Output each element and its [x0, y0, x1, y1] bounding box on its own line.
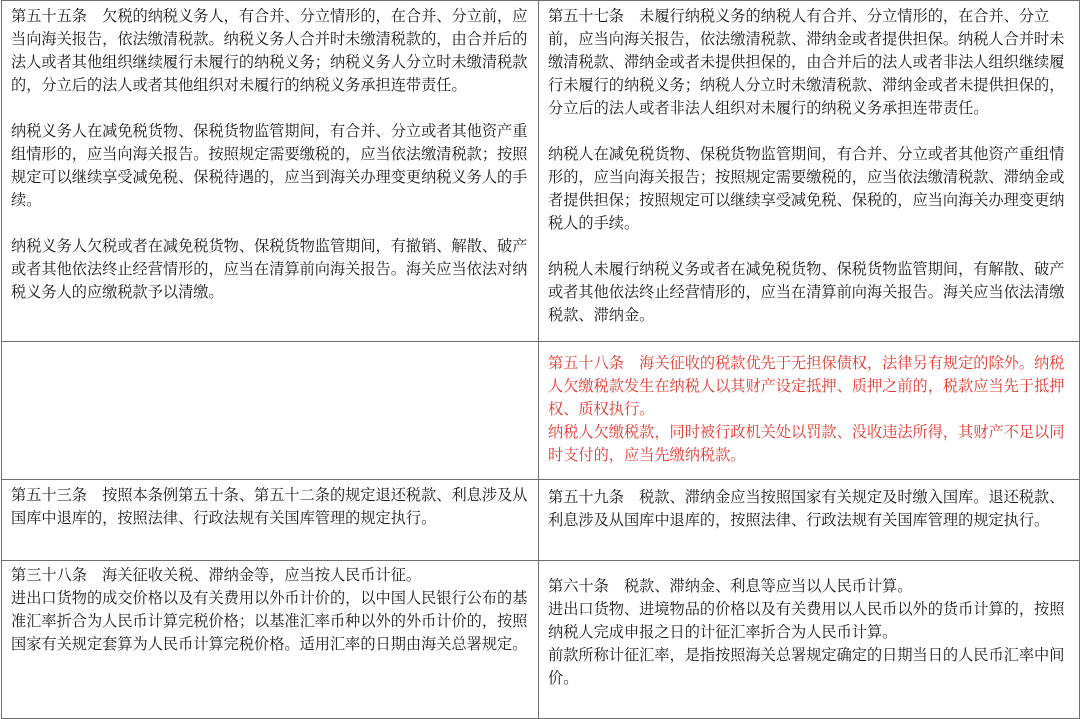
new-article-60-cell: [539, 561, 1080, 719]
article-paragraph: 进出口货物、进境物品的价格以及有关费用以人民币以外的货币计算的，按照纳税人完成申报之日的计征汇率折合为人民币计算。: [548, 600, 1065, 641]
table-row: [2, 561, 1080, 719]
old-article-53-cell: [2, 480, 539, 561]
article-paragraph: 第五十五条 欠税的纳税义务人，有合并、分立情形的，在合并、分立前，应当向海关报告，依法缴清税款。纳税义务人合并时未缴清税款的，由合并后的法人或者其他组织继续履行未履行的纳税义务；纳税义务人分立时未缴清税款的，分立后的法人或者其他组织对未履行的纳税义务承担连带责任。: [11, 7, 528, 94]
article-paragraph: 进出口货物的成交价格以及有关费用以外币计价的，以中国人民银行公布的基准汇率折合为人民币计算完税价格；以基准汇率币种以外的外币计价的，按照国家有关规定套算为人民币计算完税价格。适用汇率的日期由海关总署规定。: [11, 589, 528, 653]
table-row: [2, 480, 1080, 561]
new-article-58-cell: [539, 342, 1080, 480]
article-paragraph: 第三十八条 海关征收关税、滞纳金等，应当按人民币计征。: [11, 566, 422, 584]
old-article-38-cell: [2, 561, 539, 719]
article-paragraph: 第五十九条 税款、滞纳金应当按照国家有关规定及时缴入国库。退还税款、利息涉及从国库中退库的，按照法律、行政法规有关国库管理的规定执行。: [548, 488, 1065, 529]
article-paragraph: 前款所称计征汇率，是指按照海关总署规定确定的日期当日的人民币汇率中间价。: [548, 646, 1065, 687]
empty-old-cell: [2, 342, 539, 480]
article-paragraph: 纳税人欠缴税款，同时被行政机关处以罚款、没收违法所得，其财产不足以同时支付的，应当先缴纳税款。: [548, 423, 1065, 464]
old-article-55-cell: [2, 1, 539, 342]
table-row: [2, 1, 1080, 342]
article-paragraph: 纳税人在减免税货物、保税货物监管期间，有合并、分立或者其他资产重组情形的，应当向海关报告；按照规定需要缴税的，应当依法缴清税款、滞纳金或者提供担保；按照规定可以继续享受减免税、保税的，应当向海关办理变更纳税人的手续。: [548, 145, 1065, 232]
article-paragraph: 纳税义务人欠税或者在减免税货物、保税货物监管期间，有撤销、解散、破产或者其他依法终止经营情形的，应当在清算前向海关报告。海关应当依法对纳税义务人的应缴税款予以清缴。: [11, 237, 528, 301]
article-paragraph: 第五十三条 按照本条例第五十条、第五十二条的规定退还税款、利息涉及从国库中退库的，按照法律、行政法规有关国库管理的规定执行。: [11, 486, 528, 527]
article-paragraph: 第五十八条 海关征收的税款优先于无担保债权，法律另有规定的除外。纳税人欠缴税款发生在纳税人以其财产设定抵押、质押之前的，税款应当先于抵押权、质权执行。: [548, 354, 1065, 418]
article-paragraph: 第五十七条 未履行纳税义务的纳税人有合并、分立情形的，在合并、分立前，应当向海关报告，依法缴清税款、滞纳金或者提供担保。纳税人合并时未缴清税款、滞纳金或者未提供担保的，由合并后的法人或者非法人组织继续履行未履行的纳税义务；纳税人分立时未缴清税款、滞纳金或者未提供担保的，分立后的法人或者非法人组织对未履行的纳税义务承担连带责任。: [548, 7, 1065, 117]
table-row: [2, 342, 1080, 480]
new-article-59-cell: [539, 480, 1080, 561]
new-article-57-cell: [539, 1, 1080, 342]
article-paragraph: 第六十条 税款、滞纳金、利息等应当以人民币计算。: [548, 577, 913, 595]
article-paragraph: 纳税义务人在减免税货物、保税货物监管期间，有合并、分立或者其他资产重组情形的，应当向海关报告。按照规定需要缴税的，应当依法缴清税款；按照规定可以继续享受减免税、保税待遇的，应当到海关办理变更纳税义务人的手续。: [11, 122, 528, 209]
article-paragraph: 纳税人未履行纳税义务或者在减免税货物、保税货物监管期间，有解散、破产或者其他依法终止经营情形的，应当在清算前向海关报告。海关应当依法清缴税款、滞纳金。: [548, 260, 1065, 324]
comparison-table: [1, 0, 1080, 719]
